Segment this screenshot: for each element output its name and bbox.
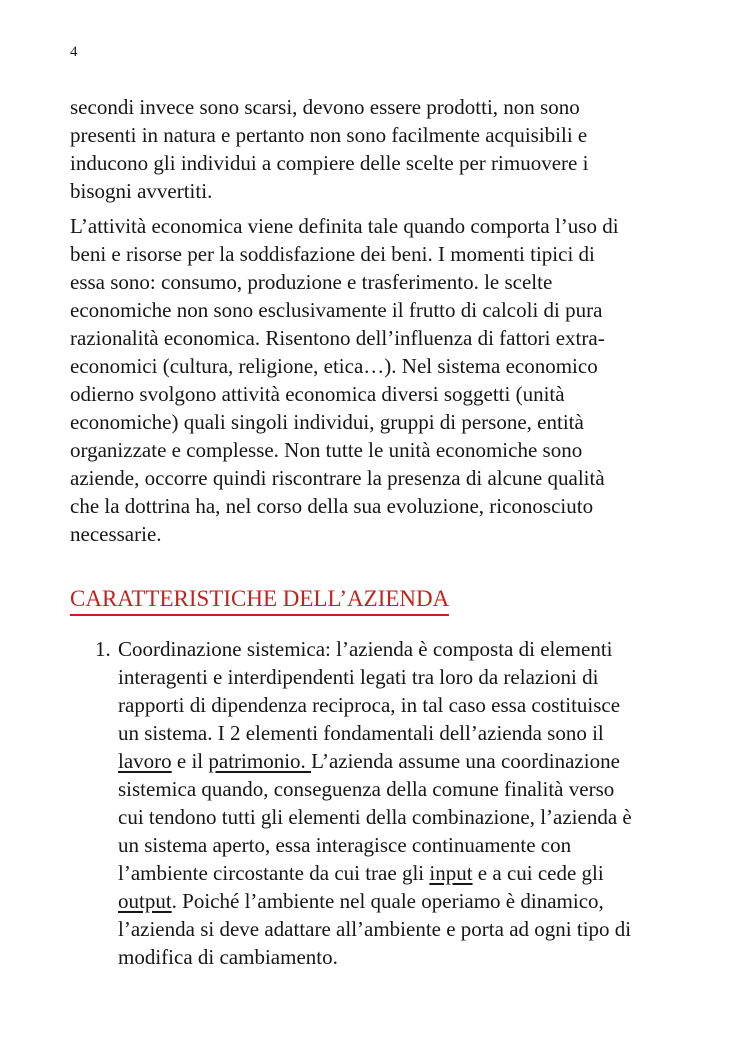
text-line: economici (cultura, religione, etica…). Nel sistema economico	[70, 354, 598, 378]
text-line: modifica di cambiamento.	[118, 945, 338, 969]
section-heading	[70, 585, 714, 616]
page-number: 4	[70, 44, 78, 60]
list-item-number: 1.	[95, 637, 111, 661]
numbered-list-item	[70, 635, 714, 971]
text-line	[118, 747, 714, 775]
text-line: essa sono: consumo, produzione e trasferimento. le scelte	[70, 270, 553, 294]
document-body	[70, 93, 714, 971]
text-line: sistemica quando, conseguenza della comune finalità verso	[118, 777, 615, 801]
text-line: beni e risorse per la soddisfazione dei beni. I momenti tipici di	[70, 242, 595, 266]
underlined-term: lavoro	[118, 749, 172, 773]
text-line: secondi invece sono scarsi, devono essere prodotti, non sono	[70, 95, 580, 119]
section-heading-text: CARATTERISTICHE DELL’AZIENDA	[70, 585, 449, 616]
text-line: odierno svolgono attività economica diversi soggetti (unità	[70, 382, 565, 406]
text-segment: e il	[171, 749, 209, 773]
text-line: l’azienda si deve adattare all’ambiente e porta ad ogni tipo di	[118, 917, 632, 941]
text-line: organizzate e complesse. Non tutte le unità economiche sono	[70, 438, 583, 462]
text-line: economiche non sono esclusivamente il frutto di calcoli di pura	[70, 298, 603, 322]
text-line: inducono gli individui a compiere delle scelte per rimuovere i	[70, 151, 589, 175]
text-line: presenti in natura e pertanto non sono facilmente acquisibili e	[70, 123, 588, 147]
text-line	[118, 859, 714, 887]
text-segment: l’ambiente circostante da cui trae gli	[118, 861, 430, 885]
text-line: interagenti e interdipendenti legati tra loro da relazioni di	[118, 665, 599, 689]
text-line: economiche) quali singoli individui, gruppi di persone, entità	[70, 410, 584, 434]
text-line: un sistema. I 2 elementi fondamentali dell’azienda sono il	[118, 721, 604, 745]
text-segment: L’azienda assume una coordinazione	[311, 749, 620, 773]
underlined-term: patrimonio.	[208, 749, 312, 773]
text-line	[118, 887, 714, 915]
text-line: che la dottrina ha, nel corso della sua evoluzione, riconosciuto	[70, 494, 594, 518]
paragraph	[70, 212, 714, 548]
text-line: cui tendono tutti gli elementi della combinazione, l’azienda è	[118, 805, 632, 829]
text-segment: . Poiché l’ambiente nel quale operiamo è dinamico,	[171, 889, 604, 913]
text-line: aziende, occorre quindi riscontrare la presenza di alcune qualità	[70, 466, 605, 490]
text-line: rapporti di dipendenza reciproca, in tal caso essa costituisce	[118, 693, 621, 717]
underlined-term: output	[118, 889, 172, 913]
underlined-term: input	[429, 861, 473, 885]
text-line: razionalità economica. Risentono dell’influenza di fattori extra-	[70, 326, 605, 350]
text-line: Coordinazione sistemica: l’azienda è composta di elementi	[118, 637, 613, 661]
text-line: bisogni avvertiti.	[70, 179, 213, 203]
text-line: un sistema aperto, essa interagisce continuamente con	[118, 833, 572, 857]
text-segment: e a cui cede gli	[472, 861, 604, 885]
text-line: L’attività economica viene definita tale quando comporta l’uso di	[70, 214, 619, 238]
text-line: necessarie.	[70, 522, 162, 546]
paragraph	[70, 93, 714, 205]
